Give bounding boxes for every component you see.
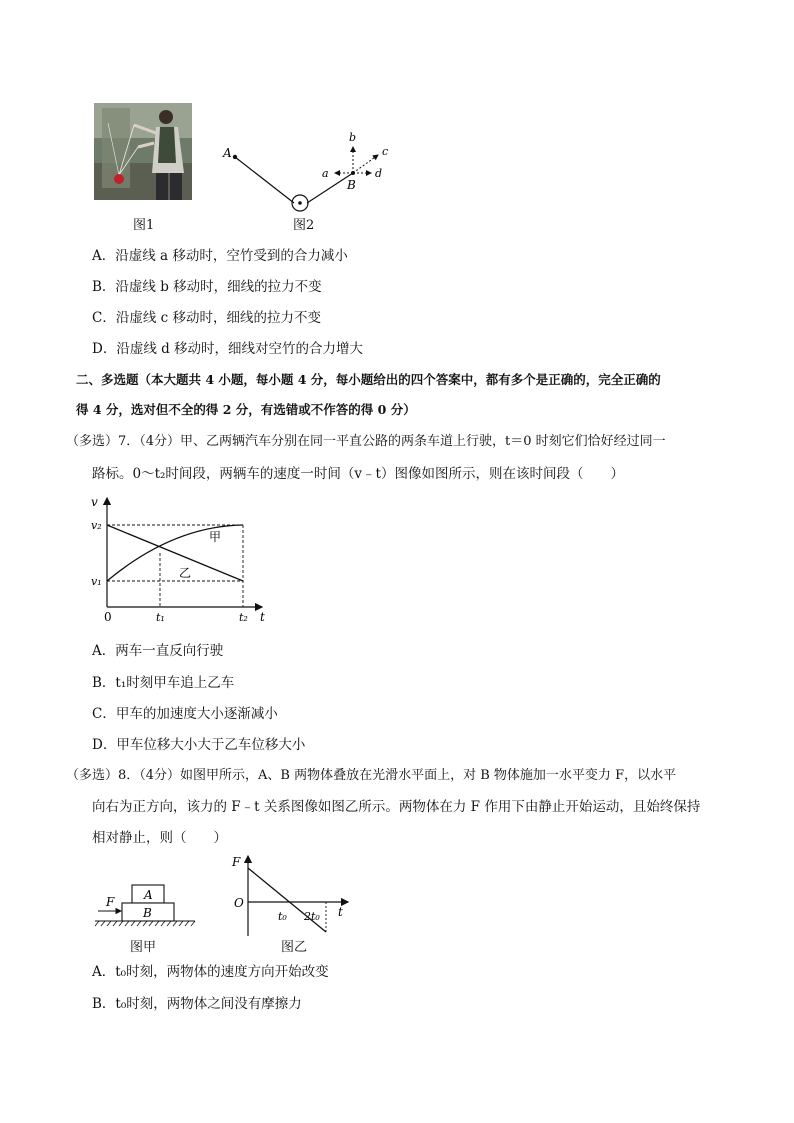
yi-line-label: 乙	[179, 566, 192, 580]
2t0-label: 2t₀	[304, 910, 320, 923]
q8-option-b: B．t₀时刻，两物体之间没有摩擦力	[92, 996, 302, 1012]
q8-figure-jia-caption: 图甲	[130, 940, 157, 955]
block-A-label: A	[144, 888, 153, 902]
q7-option-b: B．t₁时刻甲车追上乙车	[92, 675, 235, 691]
q6-option-a: A．沿虚线 a 移动时，空竹受到的合力减小	[92, 248, 348, 264]
v1-label: v₁	[91, 575, 102, 588]
q6-option-d: D．沿虚线 d 移动时，细线对空竹的合力增大	[92, 341, 364, 357]
q8-stem-line2: 向右为正方向，该力的 F﹣t 关系图像如图乙所示。两物体在力 F 作用下由静止开始运动，且始终保持	[92, 799, 701, 815]
origin-label: 0	[104, 610, 112, 624]
q7-option-a: A．两车一直反向行驶	[92, 643, 224, 659]
F-axis-label: F	[232, 855, 241, 869]
label-d: d	[375, 167, 383, 180]
t1-label: t₁	[156, 611, 165, 624]
q7-option-c: C．甲车的加速度大小逐渐减小	[92, 706, 278, 722]
figure-1-caption: 图1	[133, 218, 155, 233]
section-2-heading-line2: 得 4 分，选对但不全的得 2 分，有选错或不作答的得 0 分）	[76, 402, 416, 417]
t-axis-label-2: t	[338, 905, 343, 919]
q8-stem-line1: （多选）8．（4分）如图甲所示，A、B 两物体叠放在光滑水平面上，对 B 物体施加一水平变力 F，以水平	[66, 768, 677, 783]
figure-2-diagram	[215, 125, 405, 215]
block-B-label: B	[143, 906, 152, 920]
origin-O-label: O	[234, 896, 244, 910]
label-B: B	[347, 178, 356, 192]
q8-option-a: A．t₀时刻，两物体的速度方向开始改变	[92, 964, 329, 980]
label-b: b	[349, 131, 357, 144]
figure-1-photo	[94, 103, 192, 200]
v2-label: v₂	[91, 519, 102, 532]
figure-2-caption: 图2	[293, 218, 315, 233]
q7-option-d: D．甲车位移大小大于乙车位移大小	[92, 737, 306, 753]
v-axis-label: v	[91, 495, 98, 509]
jia-curve-label: 甲	[209, 530, 222, 544]
label-a: a	[322, 167, 329, 180]
t-axis-label: t	[260, 610, 265, 624]
q8-stem-line3: 相对静止，则（ ）	[92, 830, 227, 846]
q7-stem-line1: （多选）7．（4分）甲、乙两辆汽车分别在同一平直公路的两条车道上行驶，t＝0 时刻它们恰好经过同一	[66, 434, 666, 449]
t2-label: t₂	[239, 611, 248, 624]
q6-option-c: C．沿虚线 c 移动时，细线的拉力不变	[92, 310, 321, 326]
force-F-label: F	[106, 895, 115, 909]
section-2-heading-line1: 二、多选题（本大题共 4 小题，每小题 4 分，每小题给出的四个答案中，都有多个是正确的，完全正确的	[76, 372, 661, 387]
q8-figure-jia	[95, 878, 195, 928]
q7-stem-line2: 路标。0～t₂时间段，两辆车的速度一时间（v﹣t）图像如图所示，则在该时间段（ ）	[92, 466, 624, 482]
q8-figure-yi-caption: 图乙	[281, 940, 308, 955]
t0-label: t₀	[278, 910, 287, 923]
label-A: A	[223, 146, 232, 160]
q6-option-b: B．沿虚线 b 移动时，细线的拉力不变	[92, 279, 322, 295]
q8-figure-yi-graph	[228, 850, 353, 938]
q7-vt-graph	[88, 490, 278, 630]
label-c: c	[382, 145, 389, 158]
